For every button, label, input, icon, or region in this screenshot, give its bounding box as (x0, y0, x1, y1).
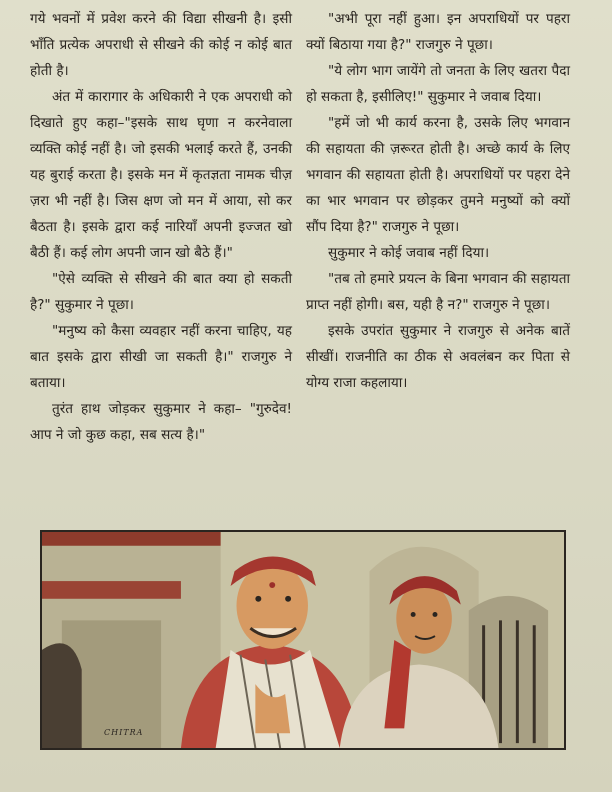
paragraph: अंत में कारागार के अधिकारी ने एक अपराधी को दिखाते हुए कहा–"इसके साथ घृणा न करनेवाला व्यक्ति कोई नहीं है। जो इसकी भलाई करते हैं, उनकी यह बुराई करता है। इसके मन में कृतज्ञता नामक चीज़ ज़रा भी नहीं है। जिस क्षण जो मन में आया, सो कर बैठता है। इसके द्वारा कई नारियाँ अपनी इज्जत खो बैठी हैं। कई लोग अपनी जान खो बैठे हैं।" (30, 89, 292, 261)
paragraph: "अभी पूरा नहीं हुआ। इन अपराधियों पर पहरा क्यों बिठाया गया है?" राजगुरु ने पूछा। (306, 11, 570, 53)
paragraph: "हमें जो भी कार्य करना है, उसके लिए भगवान की सहायता की ज़रूरत होती है। अच्छे कार्य के लिए भगवान की सहायता होती है। अपराधियों पर पहरा देने का भार भगवान पर छोड़कर तुमने मनुष्यों को क्यों सौंप दिया है?" राजगुरु ने पूछा। (306, 115, 570, 235)
paragraph: इसके उपरांत सुकुमार ने राजगुरु से अनेक बातें सीखीं। राजनीति का ठीक से अवलंबन कर पिता से योग्य राजा कहलाया। (306, 323, 570, 391)
paragraph: गये भवनों में प्रवेश करने की विद्या सीखनी है। इसी भाँति प्रत्येक अपराधी से सीखने की कोई न कोई बात होती है। (30, 11, 292, 79)
paragraph: तुरंत हाथ जोड़कर सुकुमार ने कहा– "गुरुदेव! आप ने जो कुछ कहा, सब सत्य है।" (30, 401, 292, 443)
artist-signature: CHITRA (104, 728, 144, 737)
paragraph: "मनुष्य को कैसा व्यवहार नहीं करना चाहिए, यह बात इसके द्वारा सीखी जा सकती है।" राजगुरु ने बताया। (30, 323, 292, 391)
paragraph: सुकुमार ने कोई जवाब नहीं दिया। (328, 245, 490, 261)
right-column (306, 6, 570, 396)
paragraph: "ऐसे व्यक्ति से सीखने की बात क्या हो सकती है?" सुकुमार ने पूछा। (30, 271, 292, 313)
left-column (30, 6, 292, 448)
illustration-art (42, 532, 564, 748)
story-illustration (40, 530, 566, 750)
paragraph: "ये लोग भाग जायेंगे तो जनता के लिए खतरा पैदा हो सकता है, इसीलिए!" सुकुमार ने जवाब दिया। (306, 63, 570, 105)
paragraph: "तब तो हमारे प्रयत्न के बिना भगवान की सहायता प्राप्त नहीं होगी। बस, यही है न?" राजगुरु ने पूछा। (306, 271, 570, 313)
